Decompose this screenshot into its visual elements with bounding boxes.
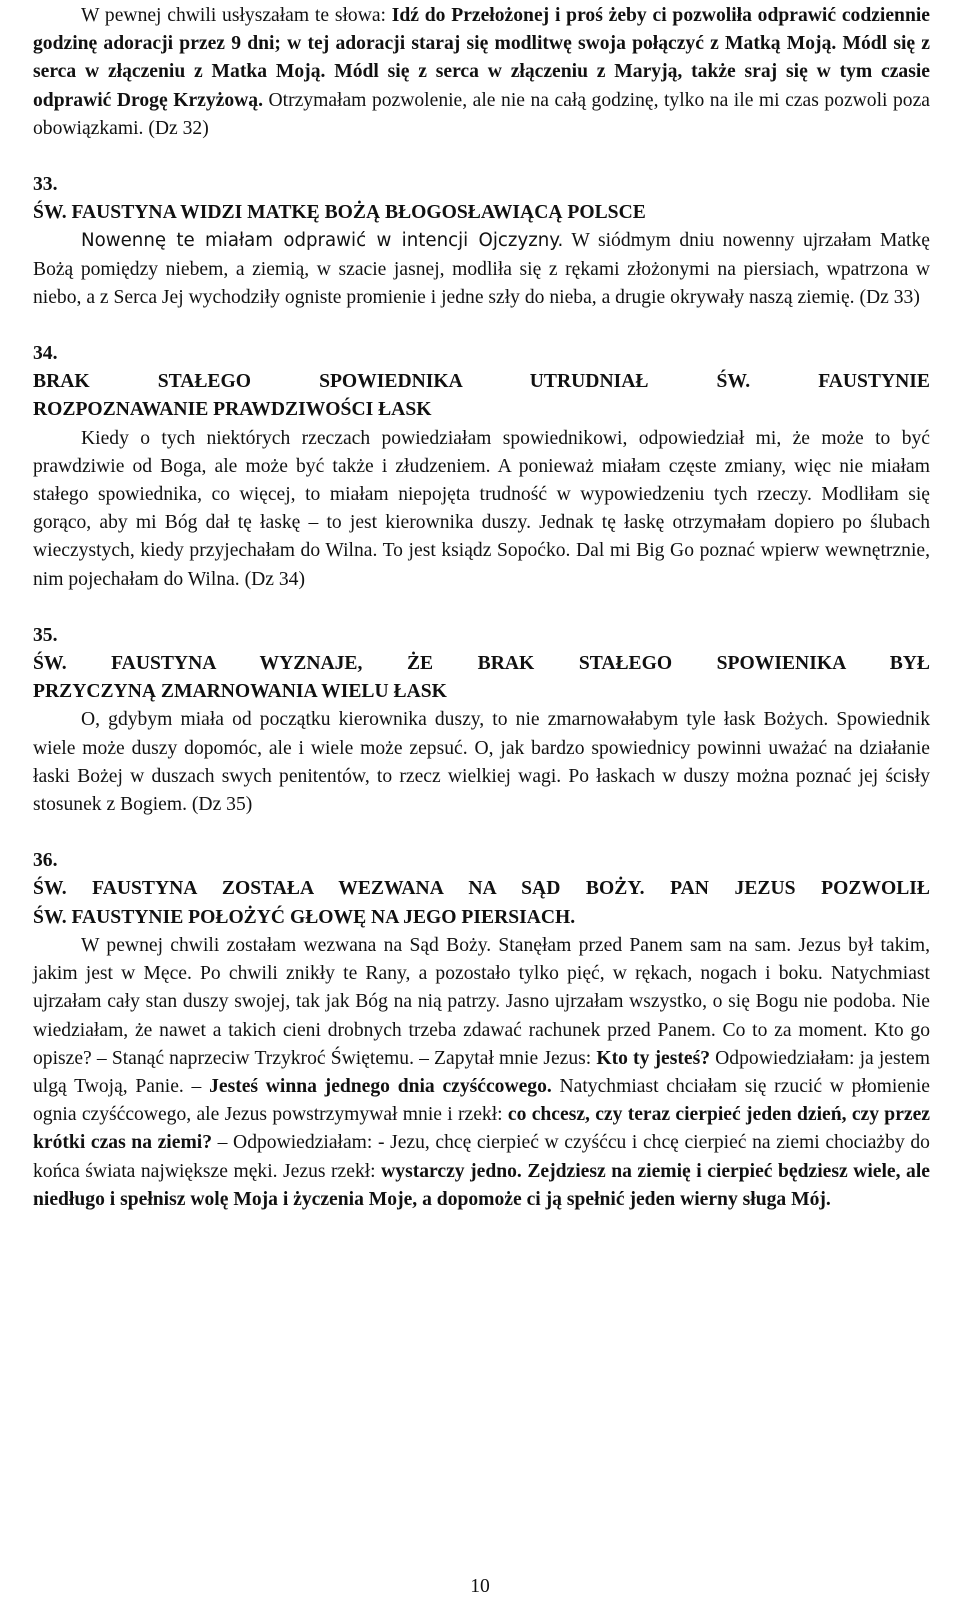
section-35-number: 35. <box>33 624 58 646</box>
intro-quote-bold: Idź do Przełożonej i proś żeby ci pozwoliła odprawić codziennie godzinę adoracji przez 9 dni; w tej adoracji staraj się modlitwę swoja połączyć z Matką Moją. Módl się z serca w złączeniu z Matka Moją. Módl się z serca w złączeniu z Maryją, także sraj się w tym czasie odprawić Drogę Krzyżową. <box>33 5 930 111</box>
section-36-title-line-1: ŚW. FAUSTYNA ZOSTAŁA WEZWANA NA SĄD BOŻY. PAN JEZUS POZWOLIŁ <box>33 878 930 900</box>
section-33-text-2: W siódmym dniu nowenny ujrzałam Matkę Bożą pomiędzy niebem, a ziemią, w szacie jasnej, modliła się z rękami złożonymi na piersiach, wpatrzona w niebo, a z Serca Jej wychodziły ogniste promienie i jedne szły do nieba, a drugie okrywały naszą ziemię. (Dz 33) <box>33 230 930 308</box>
section-36-text-4: – Odpowiedziałam: - Jezu, chcę cierpieć w czyśćcu i chcę cierpieć na ziemi chociażby do końca świata największe męki. Jezus rzekł: <box>33 1132 930 1182</box>
intro-paragraph <box>33 2 930 143</box>
section-35-title-line-2: PRZYCZYNĄ ZMARNOWANIA WIELU ŁASK <box>33 681 447 703</box>
section-34-title-line-2: ROZPOZNAWANIE PRAWDZIWOŚCI ŁASK <box>33 399 432 421</box>
section-34-title-line-1: BRAK STAŁEGO SPOWIEDNIKA UTRUDNIAŁ ŚW. FAUSTYNIE <box>33 371 930 393</box>
section-33-number: 33. <box>33 174 58 196</box>
document-body <box>33 2 930 1214</box>
section-34-number: 34. <box>33 343 58 365</box>
section-36-bold-4: wystarczy jedno. Zejdziesz na ziemię i cierpieć będziesz wiele, ale niedługo i spełnisz wolę Moja i życzenia Moje, a dopomoże ci ją spełnić jeden wierny sługa Mój. <box>33 1160 930 1210</box>
section-36-paragraph <box>33 932 930 1214</box>
section-36-text-2: Odpowiedziałam: ja jestem ulgą Twoją, Panie. – <box>33 1047 930 1097</box>
section-34-paragraph: Kiedy o tych niektórych rzeczach powiedziałam spowiednikowi, odpowiedział mi, że może to być prawdziwie od Boga, ale może być także i złudzeniem. A ponieważ miałam częste zmiany, więc nie miałam stałego spowiednika, co więcej, to miałam niepojęta trudność w wypowiedzeniu tych rzeczy. Modliłam się gorąco, aby mi Bóg dał tę łaskę – to jest kierownika duszy. Jednak tę łaskę otrzymałam dopiero po ślubach wieczystych, kiedy przyjechałam do Wilna. To jest ksiądz Sopoćko. Dal mi Big Go poznać wpierw wewnętrznie, nim pojechałam do Wilna. (Dz 34) <box>33 427 930 590</box>
section-36-text-3: Natychmiast chciałam się rzucić w płomienie ognia czyśćcowego, ale Jezus powstrzymywał mnie i rzekł: <box>33 1075 930 1126</box>
intro-text-2: Otrzymałam pozwolenie, ale nie na całą godzinę, tylko na ile mi czas pozwoli poza obowiązkami. (Dz 32) <box>33 89 930 139</box>
section-36-bold-1: Kto ty jesteś? <box>596 1047 711 1069</box>
section-35-title-line-1: ŚW. FAUSTYNA WYZNAJE, ŻE BRAK STAŁEGO SPOWIENIKA BYŁ <box>33 653 930 675</box>
section-36-title-line-2: ŚW. FAUSTYNIE POŁOŻYĆ GŁOWĘ NA JEGO PIERSIACH. <box>33 906 576 928</box>
page-number: 10 <box>470 1576 490 1597</box>
intro-text-1: W pewnej chwili usłyszałam te słowa: <box>81 5 392 26</box>
section-36-number: 36. <box>33 850 58 872</box>
section-33-title: ŚW. FAUSTYNA WIDZI MATKĘ BOŻĄ BŁOGOSŁAWIĄCĄ POLSCE <box>33 202 646 224</box>
section-35-paragraph: O, gdybym miała od początku kierownika duszy, to nie zmarnowałabym tyle łask Bożych. Spowiednik wiele może duszy dopomóc, ale i wiele może zepsuć. O, jak bardzo spowiednicy powinni uważać na działanie łaski Bożej w duszach swych penitentów, to rzecz wielkiej wagi. Po łaskach w duszy można poznać jej ścisły stosunek z Bogiem. (Dz 35) <box>33 709 930 816</box>
section-36-bold-2: Jesteś winna jednego dnia czyśćcowego. <box>209 1075 552 1097</box>
section-36-text-1: W pewnej chwili zostałam wezwana na Sąd Boży. Stanęłam przed Panem sam na sam. Jezus był takim, jakim jest w Męce. Po chwili znikły te Rany, a pozostało tylko pięć, w rękach, nogach i boku. Natychmiast ujrzałam cały stan duszy swojej, tak jak Bóg na nią patrzy. Jasno ujrzałam wszystko, o się Bogu nie podoba. Nie wiedziałam, że nawet a takich cieni drobnych trzeba zdawać rachunek przed Panem. Co to za moment. Kto go opisze? – Stanąć naprzeciw Trzykroć Świętemu. – Zapytał mnie Jezus: <box>33 934 930 1069</box>
section-36-bold-3: co chcesz, czy teraz cierpieć jeden dzień, czy przez krótki czas na ziemi? <box>33 1104 930 1154</box>
section-33-text-1: Nowennę te miałam odprawić w intencji Ojczyzny. <box>81 230 564 252</box>
section-33-paragraph <box>33 227 930 312</box>
